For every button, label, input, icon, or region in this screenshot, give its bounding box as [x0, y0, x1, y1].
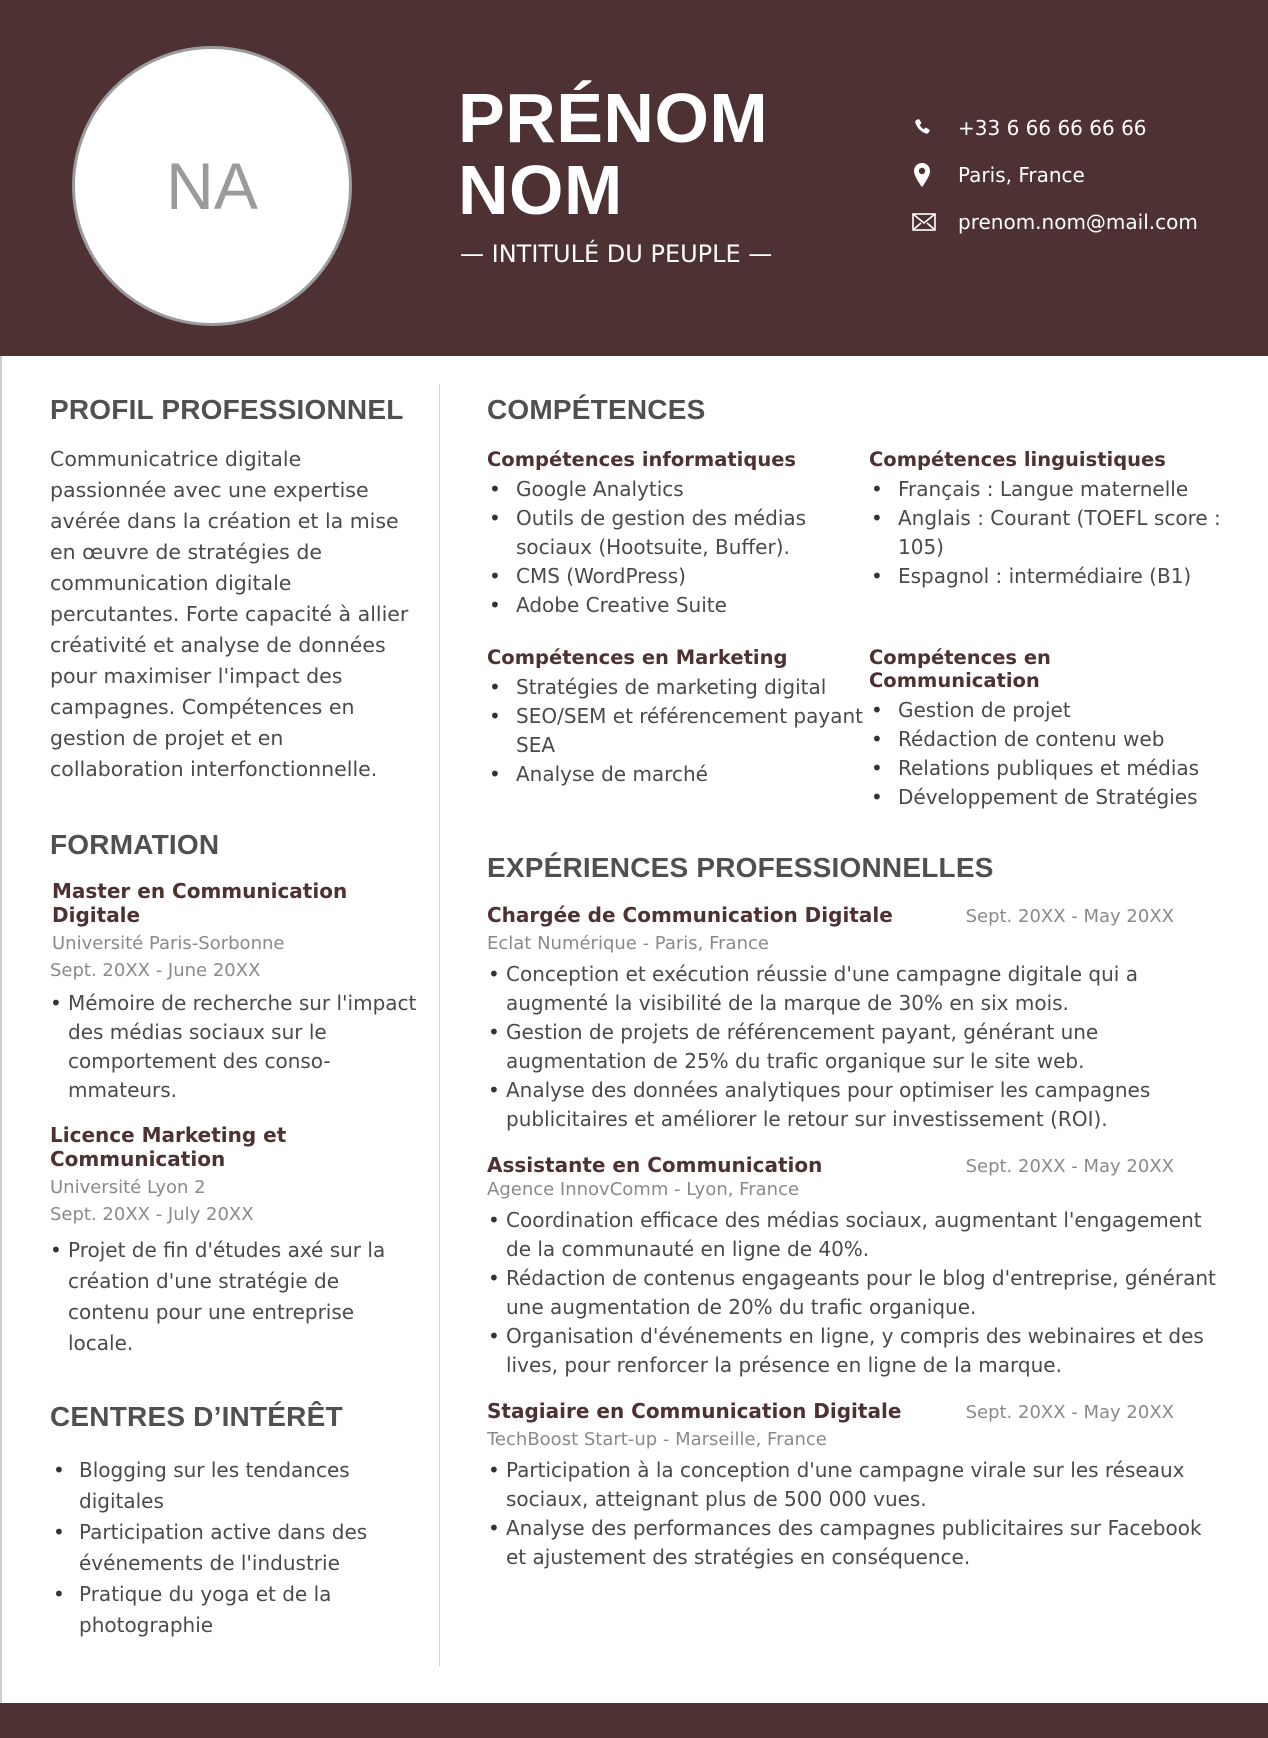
list-item: • Relations publiques et médias	[869, 754, 1227, 783]
left-column	[50, 394, 420, 1641]
job-dates: Sept. 20XX - May 20XX	[965, 1402, 1174, 1423]
list-item: • Anglais : Courant (TOEFL score : 105)	[869, 504, 1227, 562]
job-header	[487, 1398, 1174, 1423]
skill-group-title: Compétences en Communication	[869, 646, 1051, 692]
list-item: • Stratégies de marketing digital	[487, 673, 869, 702]
list-item: • CMS (WordPress)	[487, 562, 869, 591]
education-bullets	[50, 1235, 420, 1359]
skill-group-title: Compétences en Marketing	[487, 646, 788, 669]
list-item: • Organisation d'événements en ligne, y compris des webinaires et des lives, pour renforcer la présence en ligne de la marque.	[487, 1322, 1227, 1380]
header-banner	[0, 0, 1268, 356]
job-header	[487, 1152, 1174, 1177]
contact-phone	[912, 104, 1198, 151]
company-name: Eclat Numérique - Paris, France	[487, 933, 769, 954]
list-item: • Gestion de projet	[869, 696, 1227, 725]
skill-group-title: Compétences informatiques	[487, 448, 797, 471]
job-entry	[487, 902, 1227, 1134]
skill-list	[869, 475, 1227, 591]
avatar	[72, 46, 352, 326]
skill-group-title: Compétences linguistiques	[869, 448, 1166, 471]
degree-title: Licence Marketing et Communication	[50, 1123, 287, 1171]
education-item	[50, 1123, 420, 1359]
interests-heading: CENTRES D’INTÉRÊT	[50, 1401, 343, 1432]
list-item: • Analyse des performances des campagnes publicitaires sur Facebook et ajustement des stratégies en conséquence.	[487, 1514, 1227, 1572]
skill-group-it	[487, 448, 869, 620]
degree-title: Master en Communication Digitale	[52, 879, 348, 927]
job-title-text: Stagiaire en Communication Digitale	[487, 1399, 902, 1423]
school-name: Université Paris-Sorbonne	[52, 933, 285, 954]
job-title: — INTITULÉ DU PEUPLE —	[460, 240, 773, 268]
skill-list	[869, 696, 1227, 812]
first-name: PRÉNOM	[458, 79, 769, 157]
skill-list	[487, 475, 869, 620]
formation-heading: FORMATION	[50, 829, 220, 860]
company-name: Agence InnovComm - Lyon, France	[487, 1179, 800, 1200]
job-dates: Sept. 20XX - May 20XX	[965, 1156, 1174, 1177]
list-item: • Participation à la conception d'une campagne virale sur les réseaux sociaux, atteignant plus de 500 000 vues.	[487, 1456, 1227, 1514]
list-item: • Blogging sur les tendances digitales	[50, 1455, 420, 1517]
education-dates: Sept. 20XX - June 20XX	[50, 960, 261, 981]
experience-heading: EXPÉRIENCES PROFESSIONNELLES	[487, 852, 994, 883]
skills-grid	[487, 448, 1227, 838]
footer-bar	[0, 1703, 1268, 1738]
column-divider	[439, 384, 440, 1666]
job-bullets	[487, 1456, 1227, 1572]
company-name: TechBoost Start-up - Marseille, France	[487, 1429, 827, 1450]
right-column	[487, 394, 1227, 1572]
list-item: • Espagnol : intermédiaire (B1)	[869, 562, 1227, 591]
list-item: • Conception et exécution réussie d'une campagne digitale qui a augmenté la visibilité de la marque de 30% en six mois.	[487, 960, 1227, 1018]
education-bullets	[50, 989, 420, 1105]
contact-email	[912, 198, 1198, 245]
list-item: • Projet de fin d'études axé sur la création d'une stratégie de contenu pour une entreprise locale.	[50, 1235, 420, 1359]
list-item: • Analyse de marché	[487, 760, 869, 789]
skills-heading: COMPÉTENCES	[487, 394, 706, 425]
job-entry	[487, 1398, 1227, 1572]
job-bullets	[487, 960, 1227, 1134]
phone-icon	[912, 117, 958, 139]
skill-group-communication	[869, 646, 1227, 812]
list-item: • Participation active dans des événements de l'industrie	[50, 1517, 420, 1579]
education-item	[50, 879, 420, 1105]
list-item: • Outils de gestion des médias sociaux (Hootsuite, Buffer).	[487, 504, 869, 562]
job-dates: Sept. 20XX - May 20XX	[965, 906, 1174, 927]
education-dates: Sept. 20XX - July 20XX	[50, 1204, 254, 1225]
list-item: • Rédaction de contenu web	[869, 725, 1227, 754]
job-title-text: Chargée de Communication Digitale	[487, 903, 893, 927]
interests-list	[50, 1455, 420, 1641]
email-text[interactable]: prenom.nom@mail.com	[958, 209, 1198, 234]
skill-list	[487, 673, 869, 789]
list-item: • Gestion de projets de référencement payant, générant une augmentation de 25% du trafic organique sur le site web.	[487, 1018, 1227, 1076]
location-text: Paris, France	[958, 162, 1085, 187]
list-item: • Analyse des données analytiques pour optimiser les campagnes publicitaires et améliorer le retour sur investissement (ROI).	[487, 1076, 1227, 1134]
location-pin-icon	[912, 162, 958, 188]
list-item: • Google Analytics	[487, 475, 869, 504]
avatar-initials: NA	[166, 149, 258, 223]
contact-info	[912, 104, 1198, 245]
job-entry	[487, 1152, 1227, 1380]
job-header	[487, 902, 1174, 927]
school-name: Université Lyon 2	[50, 1177, 206, 1198]
phone-text: +33 6 66 66 66 66	[958, 115, 1147, 140]
profile-text: Communicatrice digitale passionnée avec une expertise avérée dans la création et la mise en œuvre de stratégies de communication digitale percutantes. Forte capacité à allier créativité et analyse de données pour maximiser l'impact des campagnes. Compétences en gestion de projet et en collaboration interfonctionnelle.	[50, 447, 409, 781]
job-title-text: Assistante en Communication	[487, 1153, 823, 1177]
list-item: • Rédaction de contenus engageants pour le blog d'entreprise, générant une augmentation de 20% du trafic organique.	[487, 1264, 1227, 1322]
list-item: • SEO/SEM et référencement payant SEA	[487, 702, 869, 760]
list-item: • Français : Langue maternelle	[869, 475, 1227, 504]
list-item: • Coordination efficace des médias sociaux, augmentant l'engagement de la communauté en ligne de 40%.	[487, 1206, 1227, 1264]
job-bullets	[487, 1206, 1227, 1380]
profile-heading: PROFIL PROFESSIONNEL	[50, 394, 404, 425]
skill-group-marketing	[487, 646, 869, 812]
full-name	[458, 79, 769, 229]
list-item: • Développement de Stratégies	[869, 783, 1227, 812]
list-item: • Adobe Creative Suite	[487, 591, 869, 620]
skill-group-languages	[869, 448, 1227, 620]
list-item: • Pratique du yoga et de la photographie	[50, 1579, 420, 1641]
mail-icon	[912, 213, 958, 231]
contact-location	[912, 151, 1198, 198]
last-name: NOM	[458, 151, 623, 229]
list-item: • Mémoire de recherche sur l'impact des médias sociaux sur le comportement des conso-mmateurs.	[50, 989, 420, 1105]
